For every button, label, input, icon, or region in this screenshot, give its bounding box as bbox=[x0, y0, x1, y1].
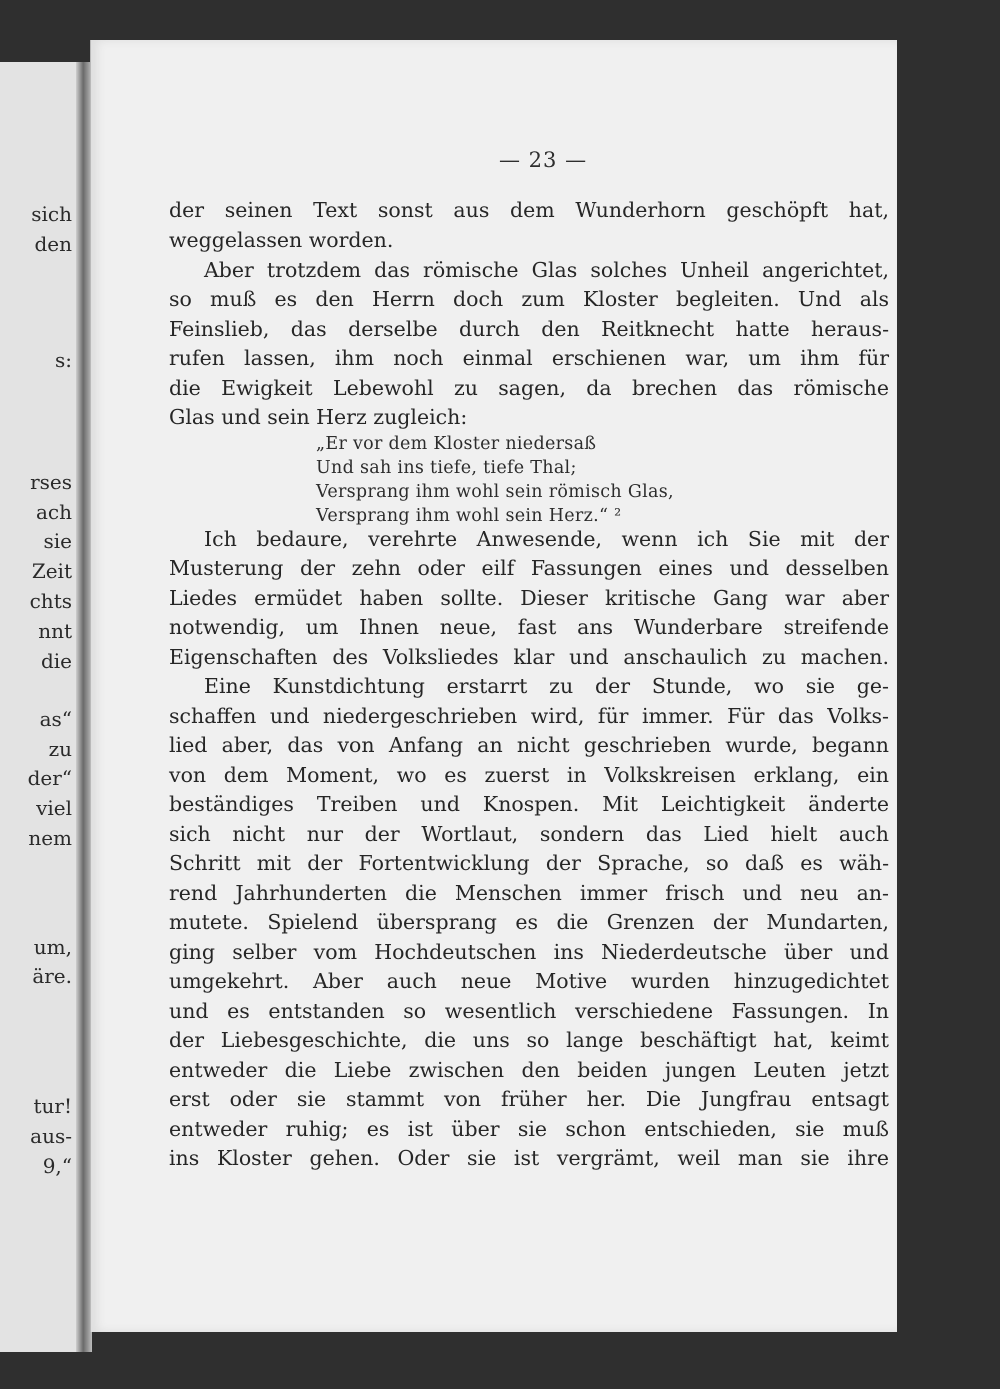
text-line: von dem Moment, wo es zuerst in Volkskreisen erklang, ein bbox=[169, 763, 889, 787]
text-line: entweder die Liebe zwischen den beiden jungen Leuten jetzt bbox=[169, 1058, 889, 1082]
text-line: erst oder sie stammt von früher her. Die Jungfrau entsagt bbox=[169, 1087, 889, 1111]
left-page-fragment: nnt bbox=[38, 619, 72, 643]
text-line: Liedes ermüdet haben sollte. Dieser kritische Gang war aber bbox=[169, 586, 889, 610]
text-line: rufen lassen, ihm noch einmal erschienen war, um ihm für bbox=[169, 346, 889, 370]
text-line: Glas und sein Herz zugleich: bbox=[169, 405, 468, 429]
left-page-fragment: s: bbox=[54, 348, 72, 372]
verse-line: „Er vor dem Kloster niedersaß bbox=[316, 434, 597, 454]
left-page bbox=[0, 62, 80, 1352]
left-page-fragment: rses bbox=[30, 470, 72, 494]
left-page-fragment: den bbox=[34, 232, 72, 256]
verse-line: Und sah ins tiefe, tiefe Thal; bbox=[316, 458, 577, 478]
text-line: Ich bedaure, verehrte Anwesende, wenn ich Sie mit der bbox=[204, 527, 889, 551]
text-line: schaffen und niedergeschrieben wird, für immer. Für das Volks- bbox=[169, 704, 889, 728]
text-line: ging selber vom Hochdeutschen ins Niederdeutsche über und bbox=[169, 940, 889, 964]
text-line: lied aber, das von Anfang an nicht geschrieben wurde, begann bbox=[169, 733, 889, 757]
left-page-fragment: Zeit bbox=[31, 559, 72, 583]
left-page-fragment: tur! bbox=[33, 1094, 72, 1118]
text-line: weggelassen worden. bbox=[169, 228, 394, 252]
text-line: die Ewigkeit Lebewohl zu sagen, da brechen das römische bbox=[169, 376, 889, 400]
left-page-fragment: viel bbox=[36, 796, 72, 820]
text-line: Feinslieb, das derselbe durch den Reitknecht hatte heraus- bbox=[169, 317, 889, 341]
left-page-fragment: zu bbox=[48, 737, 72, 761]
text-line: sich nicht nur der Wortlaut, sondern das Lied hielt auch bbox=[169, 822, 889, 846]
left-page-fragment: aus- bbox=[30, 1124, 72, 1148]
text-line: Musterung der zehn oder eilf Fassungen eines und desselben bbox=[169, 556, 889, 580]
left-page-fragment: chts bbox=[29, 589, 72, 613]
text-line: notwendig, um Ihnen neue, fast ans Wunderbare streifende bbox=[169, 615, 889, 639]
text-line: entweder ruhig; es ist über sie schon entschieden, sie muß bbox=[169, 1117, 889, 1141]
text-line: umgekehrt. Aber auch neue Motive wurden hinzugedichtet bbox=[169, 969, 889, 993]
text-line: Eine Kunstdichtung erstarrt zu der Stunde, wo sie ge- bbox=[204, 674, 889, 698]
left-page-fragment: der“ bbox=[27, 766, 72, 790]
text-line: so muß es den Herrn doch zum Kloster begleiten. Und als bbox=[169, 287, 889, 311]
text-line: Eigenschaften des Volksliedes klar und anschaulich zu machen. bbox=[169, 645, 889, 669]
left-page-fragment: as“ bbox=[39, 707, 72, 731]
text-line: rend Jahrhunderten die Menschen immer frisch und neu an- bbox=[169, 881, 889, 905]
left-page-fragment: die bbox=[40, 649, 72, 673]
left-page-fragment: um, bbox=[33, 935, 72, 959]
text-line: und es entstanden so wesentlich verschiedene Fassungen. In bbox=[169, 999, 889, 1023]
text-line: Schritt mit der Fortentwicklung der Sprache, so daß es wäh- bbox=[169, 851, 889, 875]
left-page-fragment: 9,“ bbox=[42, 1154, 72, 1178]
left-page-fragment: nem bbox=[28, 826, 72, 850]
right-page bbox=[90, 40, 897, 1332]
left-page-fragment: sie bbox=[43, 529, 72, 553]
text-line: der Liebesgeschichte, die uns so lange beschäftigt hat, keimt bbox=[169, 1028, 889, 1052]
left-page-fragment: äre. bbox=[32, 964, 72, 988]
text-line: beständiges Treiben und Knospen. Mit Leichtigkeit änderte bbox=[169, 792, 889, 816]
page-number: — 23 — bbox=[499, 148, 588, 172]
verse-line: Versprang ihm wohl sein römisch Glas, bbox=[316, 482, 674, 502]
text-line: ins Kloster gehen. Oder sie ist vergrämt, weil man sie ihre bbox=[169, 1146, 889, 1170]
text-line: mutete. Spielend übersprang es die Grenzen der Mundarten, bbox=[169, 910, 889, 934]
left-page-fragment: sich bbox=[31, 202, 72, 226]
left-page-fragment: ach bbox=[35, 500, 72, 524]
verse-line: Versprang ihm wohl sein Herz.“ ² bbox=[316, 506, 622, 526]
text-line: der seinen Text sonst aus dem Wunderhorn geschöpft hat, bbox=[169, 198, 889, 222]
text-line: Aber trotzdem das römische Glas solches Unheil angerichtet, bbox=[204, 258, 889, 282]
